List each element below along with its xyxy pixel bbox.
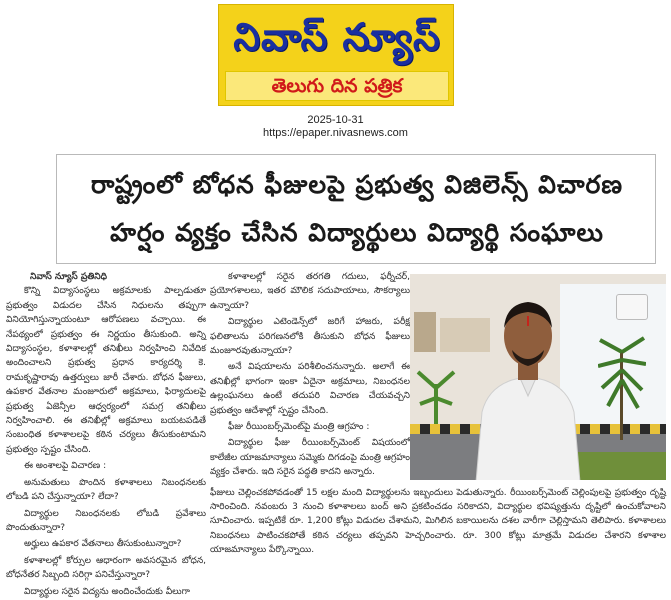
byline: నివాస్ న్యూస్ ప్రతినిధి [30,272,107,282]
news-photo [410,274,666,480]
paragraph: కొన్ని విద్యాసంస్థలు అక్రమాలకు పాల్పడుతూ ప్రభుత్వం విడుదల చేసిన నిధులను తప్పుగా వినియోగిస్తున్నాయంటూ ఆరోపణలు వచ్చాయి. ఈ నేపథ్యంలో ప్రభుత్వం ఈ నిర్ణయం తీసుకుంది. అన్ని విద్యాసంస్థల, కళాశాలల్లో తనిఖీలు నిర్వహించి నివేదిక అందించాలని ప్రభుత్వ ప్రధాన కార్యదర్శి కె. రామకృష్ణారావు ఉత్తర్వులు జారీ చేశారు. బోధన ఫీజులు, ఉపకార వేతనాల మంజూరులో అక్రమాలు, ఫిర్యాదులపై ప్రభుత్వ ఏజెన్సీల ఆధ్వర్యంలో సమగ్ర తనిఖీలు నిర్వహించాలి. ఈ తనిఖీల్లో అక్రమాలు బయటపడితే సంబంధిత కళాశాలలపై కఠిన చర్యలు తీసుకుంటామని ప్రభుత్వం స్పష్టం చేసింది. [6,286,206,455]
paragraph: విద్యార్థుల నిబంధనలకు లోబడి ప్రవేశాలు పొందుతున్నారా? [6,508,206,533]
publication-url[interactable]: https://epaper.nivasnews.com [263,127,408,139]
photo-ac-unit [616,294,648,320]
person-photo-icon [468,292,588,480]
paragraph: కళాశాలల్లో కోర్సుల ఆధారంగా అవసరమైన బోధన, బోధనేతర సిబ్బంది సరిగ్గా పనిచేస్తున్నారా? [6,555,206,581]
photo-plant [416,364,456,424]
paragraph: అనే విషయాలను పరిశీలించనున్నారు. అలాగే ఈ తనిఖీల్లో భాగంగా ఇంకా ఏదైనా అక్రమాలు, నిబంధనల ఉల్లంఘనలు ఉంటే తదుపరి విచారణ చేయవచ్చని ప్రభుత్వం ఆదేశాల్లో స్పష్టం చేసింది. [210,362,410,416]
paragraph: అనుమతులు పొందిన కళాశాలలు నిబంధనలకు లోబడి పని చేస్తున్నాయా? లేదా? [6,477,206,503]
headline-box [56,154,656,264]
paragraph: విద్యార్థుల ఎటెండెన్స్‌లో జరిగే హాజరు, పరీక్ష ఫలితాలను పరిగణనలోకి తీసుకుని బోధన ఫీజులు మంజూరవుతున్నాయా? [210,317,410,357]
article-continuation: ఫీజులు చెల్లించకపోవడంతో 15 లక్షల మంది విద్యార్థులను ఇబ్బందులు పెడుతున్నారు. రీయింబర్స్‌మెంట్ చెల్లింపులపై ప్రభుత్వం దృష్టి సారించింది. నవంబరు 3 నుంచి కళాశాలలు బంద్ అని ప్రకటించడం సరికాదని, విద్యార్థుల భవిష్యత్తును దృష్టిలో ఉంచుకోవాలని సూచించారు. ఇప్పటికే రూ. 1,200 కోట్లు విడుదల చేశామని, మిగిలిన బకాయిలను దశల వారీగా చెల్లిస్తామని తెలిపారు. కళాశాలలు నిబంధనలు పాటించకపోతే కఠిన చర్యలు తప్పవని హెచ్చరించారు. రూ. 300 కోట్లు మాత్రమే విడుదల చేశారని కళాశాల యాజమాన్యాలు పేర్కొన్నాయి. [210,488,666,555]
headline-line-2: హర్షం వ్యక్తం చేసిన విద్యార్థులు విద్యార్థి సంఘాలు [110,218,604,247]
headline-line-1: రాష్ట్రంలో బోధన ఫీజులపై ప్రభుత్వ విజిలెన్స్ విచారణ [91,170,623,199]
logo-title: నివాస్ న్యూస్ [233,15,441,59]
photo-plant [598,330,646,440]
logo-subtitle: తెలుగు దిన పత్రిక [225,71,449,101]
paragraph: కళాశాలల్లో సరైన తరగతి గదులు, ఫర్నీచర్, ప్రయోగశాలలు, ఇతర మౌలిక సదుపాయాలు, సౌకర్యాలు ఉన్నాయా? [210,272,410,311]
newspaper-logo [218,4,454,106]
article-column-2 [210,270,410,480]
paragraph: విద్యార్థుల ఫీజు రీయింబర్స్‌మెంట్ విషయంలో కాలేజీల యాజమాన్యాలు సమ్మెకు దిగడంపై మంత్రి ఆగ్రహం వ్యక్తం చేశారు. ఇది సరైన పద్ధతి కాదని అన్నారు. [210,438,410,478]
publication-date: 2025-10-31 [307,114,364,126]
subheading: ఈ అంశాలపై విచారణ : [24,461,107,472]
paragraph: విద్యార్థుల సరైన విద్యను అందించేందుకు వీలుగా [24,586,190,597]
article-column-1 [6,270,206,596]
subheading: ఫీజు రీయింబర్స్‌మెంట్‌పై మంత్రి ఆగ్రహం : [228,422,370,433]
photo-window [414,312,436,352]
paragraph: అర్హులు ఉపకార వేతనాలు తీసుకుంటున్నారా? [24,539,182,550]
